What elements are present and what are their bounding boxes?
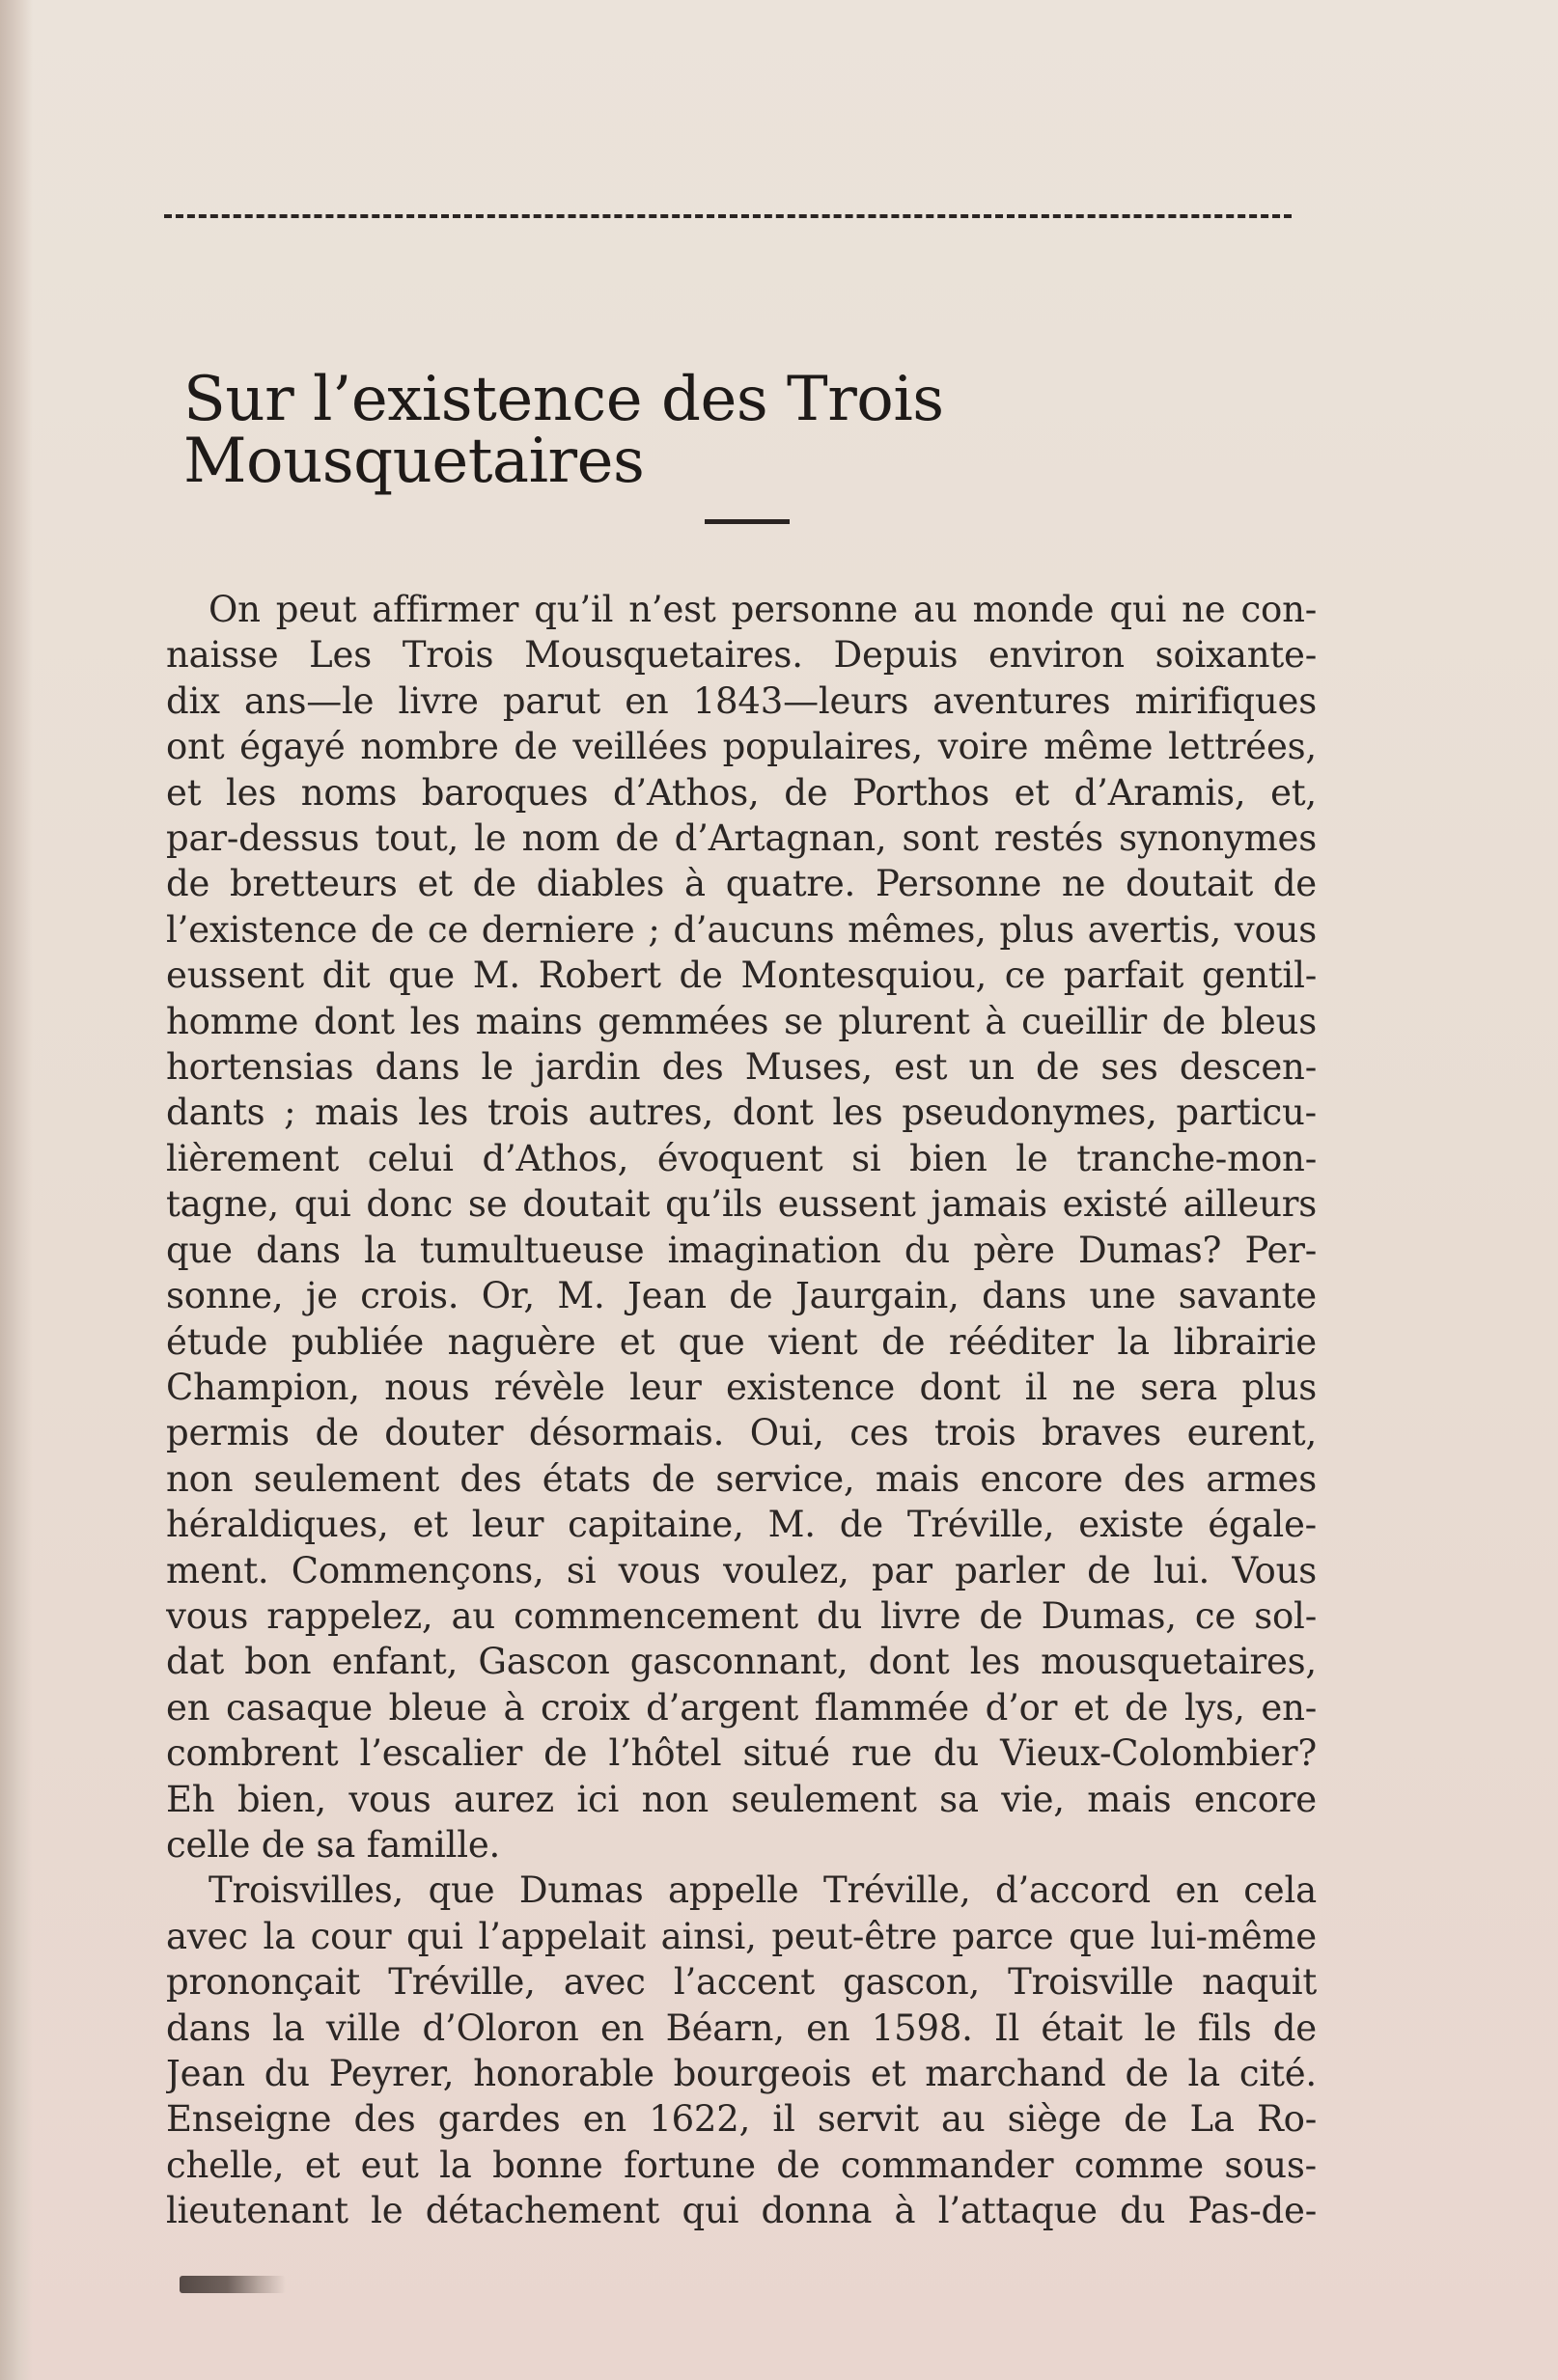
text-line: par-dessus tout, le nom de d’Artagnan, sont restés synonymes [166, 817, 1317, 860]
text-line: et les noms baroques d’Athos, de Porthos et d’Aramis, et, [166, 771, 1317, 814]
text-line: hortensias dans le jardin des Muses, est un de ses descen- [166, 1046, 1317, 1089]
text-line: ment. Commençons, si vous voulez, par parler de lui. Vous [166, 1549, 1317, 1591]
binding-shadow [0, 0, 33, 2380]
paragraph-2 [166, 1868, 1317, 2233]
text-line: en casaque bleue à croix d’argent flammée d’or et de lys, en- [166, 1686, 1317, 1729]
text-line: héraldiques, et leur capitaine, M. de Tréville, existe égale- [166, 1504, 1317, 1546]
ink-smudge [180, 2276, 286, 2293]
text-line: Enseigne des gardes en 1622, il servit au siège de La Ro- [166, 2098, 1317, 2141]
article-body [166, 587, 1317, 2234]
text-line: dix ans—le livre parut en 1843—leurs aventures mirifiques [166, 679, 1317, 722]
text-line: prononçait Tréville, avec l’accent gascon, Troisville naquit [166, 1961, 1317, 2004]
text-line: sonne, je crois. Or, M. Jean de Jaurgain, dans une savante [166, 1275, 1317, 1317]
text-line: vous rappelez, au commencement du livre de Dumas, ce sol- [166, 1594, 1317, 1637]
text-line: Jean du Peyrer, honorable bourgeois et marchand de la cité. [166, 2053, 1317, 2094]
paragraph-1 [166, 587, 1317, 1868]
text-line: dants ; mais les trois autres, dont les pseudonymes, particu- [166, 1092, 1317, 1134]
text-line: de bretteurs et de diables à quatre. Personne ne doutait de [166, 863, 1317, 905]
text-line: naisse Les Trois Mousquetaires. Depuis environ soixante- [166, 634, 1317, 677]
title-separator [705, 519, 790, 524]
text-line: non seulement des états de service, mais encore des armes [166, 1457, 1317, 1500]
text-line: étude publiée naguère et que vient de rééditer la librairie [166, 1320, 1317, 1363]
text-line: l’existence de ce derniere ; d’aucuns mêmes, plus avertis, vous [166, 908, 1317, 951]
text-line: celle de sa famille. [166, 1823, 501, 1866]
text-line: tagne, qui donc se doutait qu’ils eussent jamais existé ailleurs [166, 1183, 1317, 1226]
text-line: On peut affirmer qu’il n’est personne au monde qui ne con- [209, 589, 1317, 630]
text-line: lieutenant le détachement qui donna à l’attaque du Pas-de- [166, 2190, 1317, 2232]
text-line: combrent l’escalier de l’hôtel situé rue du Vieux-Colombier? [166, 1732, 1317, 1775]
text-line: dat bon enfant, Gascon gasconnant, dont les mousquetaires, [166, 1641, 1317, 1683]
text-line: Eh bien, vous aurez ici non seulement sa vie, mais encore [166, 1778, 1317, 1820]
text-line: eussent dit que M. Robert de Montesquiou, ce parfait gentil- [166, 955, 1317, 997]
text-line: homme dont les mains gemmées se plurent à cueillir de bleus [166, 1000, 1317, 1042]
text-line: que dans la tumultueuse imagination du père Dumas? Per- [166, 1229, 1317, 1271]
text-line: avec la cour qui l’appelait ainsi, peut-être parce que lui-même [166, 1915, 1317, 1957]
text-line: permis de douter désormais. Oui, ces trois braves eurent, [166, 1412, 1317, 1454]
text-line: lièrement celui d’Athos, évoquent si bien le tranche-mon- [166, 1137, 1317, 1179]
header-rule [164, 214, 1292, 218]
text-line: dans la ville d’Oloron en Béarn, en 1598. Il était le fils de [166, 2006, 1317, 2049]
text-line: Troisvilles, que Dumas appelle Tréville, d’accord en cela [209, 1869, 1317, 1912]
text-line: ont égayé nombre de veillées populaires, voire même lettrées, [166, 726, 1317, 768]
text-line: Champion, nous révèle leur existence dont il ne sera plus [166, 1366, 1317, 1408]
article-title: Sur l’existence des Trois Mousquetaires [183, 364, 944, 497]
text-line: chelle, et eut la bonne fortune de commander comme sous- [166, 2144, 1317, 2186]
